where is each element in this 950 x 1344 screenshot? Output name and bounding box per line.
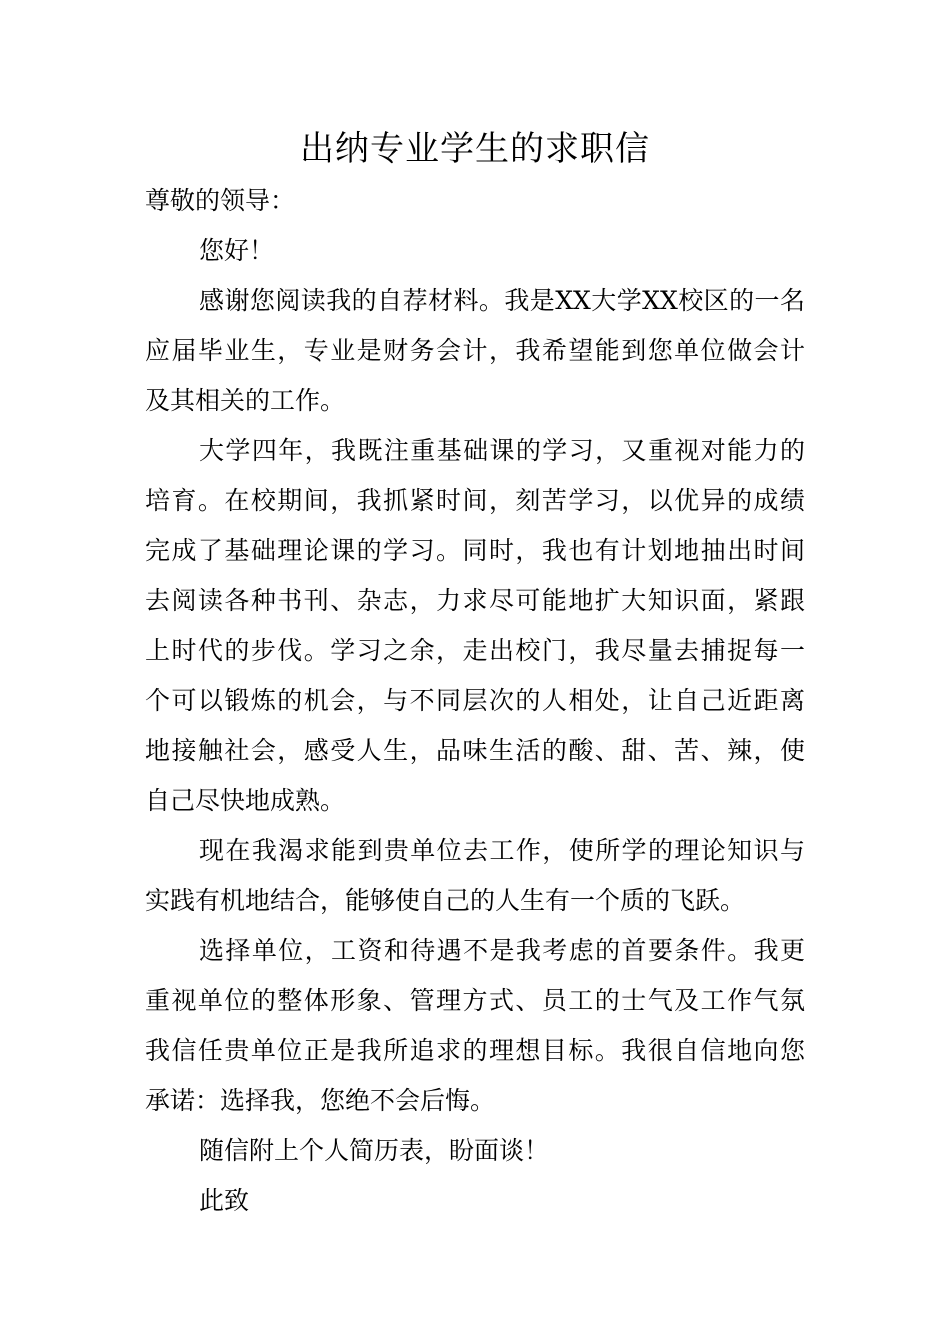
- paragraph-line: 重视单位的整体形象、管理方式、员工的士气及工作气氛: [145, 986, 805, 1015]
- paragraph-line: 承诺：选择我，您绝不会后悔。: [145, 1086, 496, 1115]
- paragraph-line: 感谢您阅读我的自荐材料。我是XX大学XX校区的一名: [199, 286, 805, 315]
- closing: 此致: [199, 1186, 250, 1215]
- paragraph-line: 个可以锻炼的机会，与不同层次的人相处，让自己近距离: [145, 686, 805, 715]
- paragraph-4: [145, 926, 805, 1126]
- paragraph-line: 现在我渴求能到贵单位去工作，使所学的理论知识与: [199, 836, 805, 865]
- paragraph-line: 选择单位，工资和待遇不是我考虑的首要条件。我更: [199, 936, 805, 965]
- paragraph-line: 我信任贵单位正是我所追求的理想目标。我很自信地向您: [145, 1036, 805, 1065]
- paragraph-line: 大学四年，我既注重基础课的学习，又重视对能力的: [199, 436, 805, 465]
- paragraph-1: [145, 276, 805, 426]
- greeting: 您好！: [199, 236, 275, 265]
- paragraph-line: 完成了基础理论课的学习。同时，我也有计划地抽出时间: [145, 536, 805, 565]
- paragraph-line: 上时代的步伐。学习之余，走出校门，我尽量去捕捉每一: [145, 636, 805, 665]
- paragraph-line: 实践有机地结合，能够使自己的人生有一个质的飞跃。: [145, 886, 746, 915]
- paragraph-line: 自己尽快地成熟。: [145, 786, 346, 815]
- closing-note: 随信附上个人简历表，盼面谈！: [199, 1136, 550, 1165]
- paragraph-3: [145, 826, 805, 926]
- paragraph-line: 培育。在校期间，我抓紧时间，刻苦学习，以优异的成绩: [145, 486, 805, 515]
- paragraph-line: 去阅读各种书刊、杂志，力求尽可能地扩大知识面，紧跟: [145, 586, 805, 615]
- letter-body: [145, 176, 805, 1226]
- paragraph-line: 及其相关的工作。: [145, 386, 346, 415]
- salutation: 尊敬的领导：: [145, 186, 296, 215]
- paragraph-line: 地接触社会，感受人生，品味生活的酸、甜、苦、辣，使: [145, 736, 805, 765]
- paragraph-2: [145, 426, 805, 826]
- document-title: 出纳专业学生的求职信: [300, 129, 650, 169]
- paragraph-line: 应届毕业生，专业是财务会计，我希望能到您单位做会计: [145, 336, 805, 365]
